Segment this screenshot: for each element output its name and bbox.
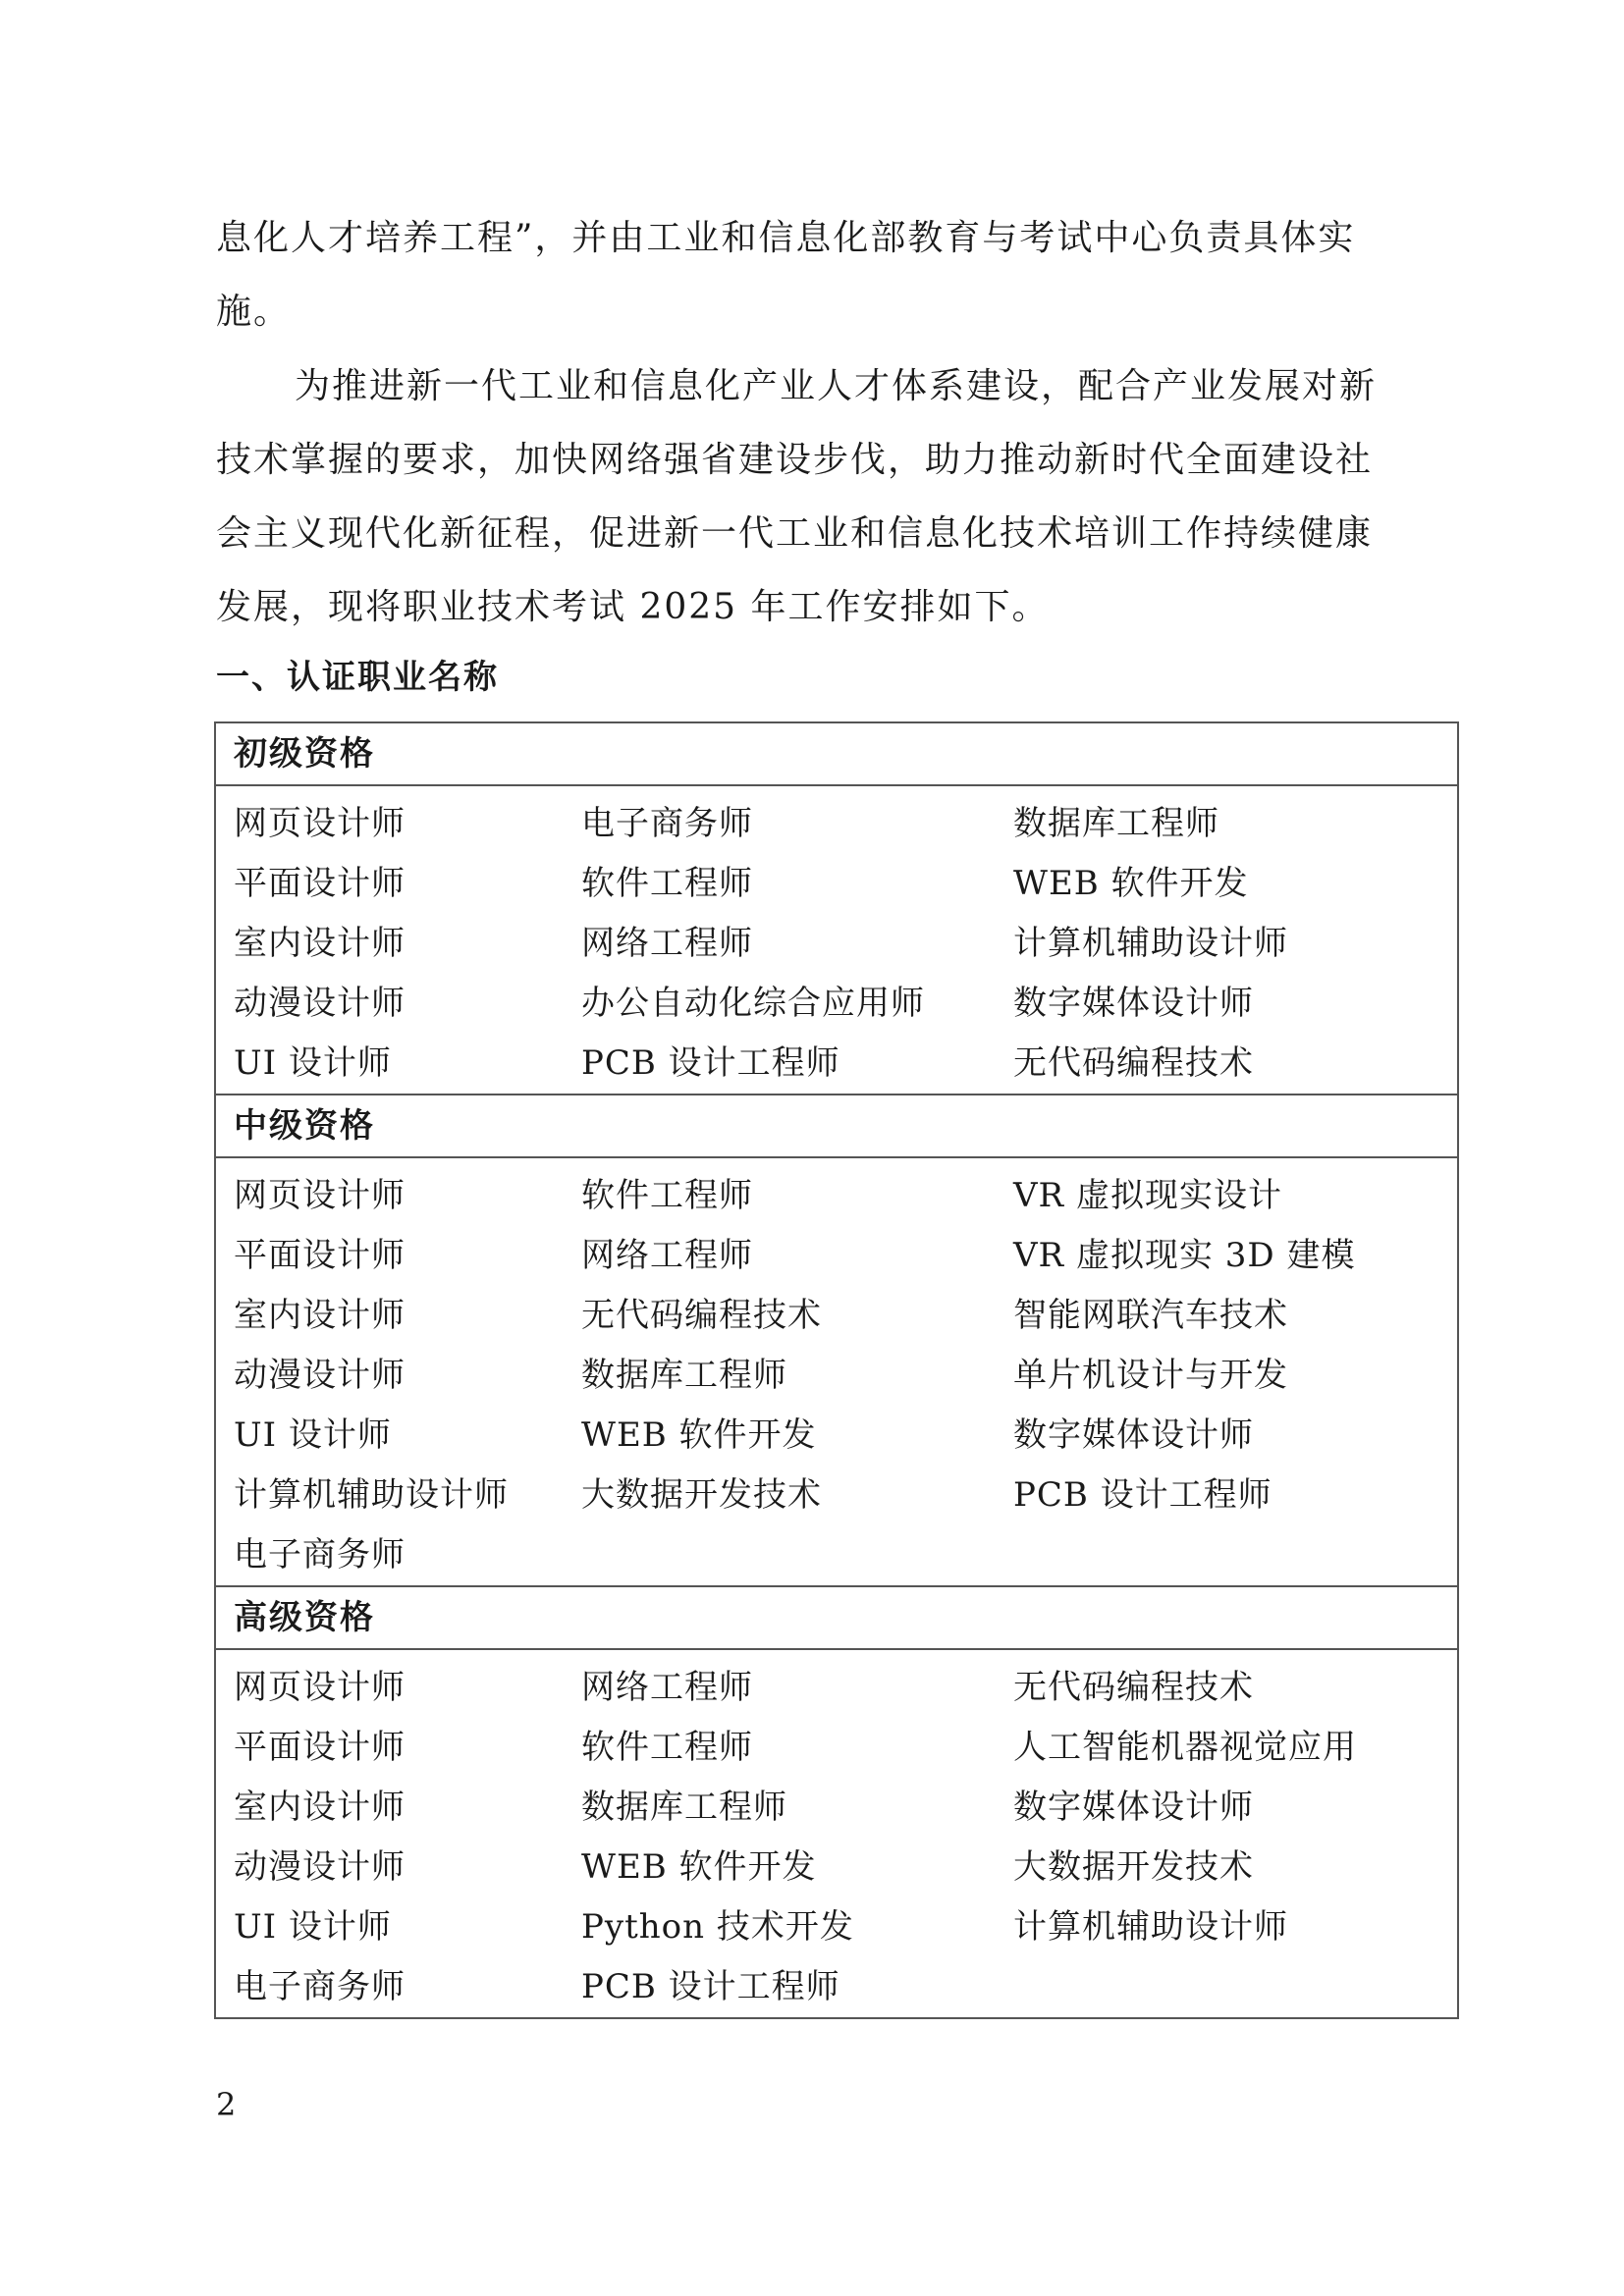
- table-cell: UI 设计师: [234, 1415, 392, 1455]
- table-cell: 数字媒体设计师: [1013, 1788, 1254, 1827]
- table-cell: 网页设计师: [234, 1176, 406, 1215]
- table-cell: Python 技术开发: [581, 1907, 854, 1947]
- section-body: [216, 1650, 1457, 2017]
- table-cell: 大数据开发技术: [581, 1475, 822, 1515]
- table-row: [216, 1522, 1457, 1581]
- certification-table: [214, 721, 1459, 2019]
- table-cell: 网络工程师: [581, 924, 753, 963]
- table-row: [216, 1222, 1457, 1282]
- section-body: [216, 1158, 1457, 1587]
- text-line: 施。: [216, 292, 292, 332]
- table-row: [216, 1654, 1457, 1714]
- text-line: 技术掌握的要求，加快网络强省建设步伐，助力推动新时代全面建设社: [216, 440, 1374, 480]
- text-line: 为推进新一代工业和信息化产业人才体系建设，配合产业发展对新: [295, 366, 1378, 406]
- table-row: [216, 1282, 1457, 1342]
- table-cell: 大数据开发技术: [1013, 1847, 1254, 1887]
- intro-paragraph-2: [216, 349, 1414, 644]
- table-cell: 人工智能机器视觉应用: [1013, 1728, 1357, 1767]
- table-cell: 无代码编程技术: [1013, 1043, 1254, 1083]
- table-cell: PCB 设计工程师: [581, 1967, 840, 2006]
- text-line: 发展，现将职业技术考试 2025 年工作安排如下。: [216, 587, 1050, 627]
- table-row: [216, 850, 1457, 910]
- table-cell: 数据库工程师: [1013, 804, 1219, 843]
- table-cell: VR 虚拟现实 3D 建模: [1013, 1236, 1356, 1275]
- section-body: [216, 786, 1457, 1095]
- table-cell: 数字媒体设计师: [1013, 984, 1254, 1023]
- text-line: 息化人才培养工程”，并由工业和信息化部教育与考试中心负责具体实: [216, 218, 1356, 258]
- table-row: [216, 1402, 1457, 1462]
- text-line: 会主义现代化新征程，促进新一代工业和信息化技术培训工作持续健康: [216, 513, 1374, 554]
- table-cell: VR 虚拟现实设计: [1013, 1176, 1282, 1215]
- table-cell: 单片机设计与开发: [1013, 1356, 1288, 1395]
- table-cell: PCB 设计工程师: [581, 1043, 840, 1083]
- table-cell: 电子商务师: [234, 1535, 406, 1575]
- table-cell: PCB 设计工程师: [1013, 1475, 1272, 1515]
- table-cell: 动漫设计师: [234, 1847, 406, 1887]
- table-row: [216, 970, 1457, 1030]
- table-row: [216, 790, 1457, 850]
- table-cell: 智能网联汽车技术: [1013, 1296, 1288, 1335]
- table-row: [216, 910, 1457, 970]
- table-cell: 无代码编程技术: [1013, 1668, 1254, 1707]
- table-cell: WEB 软件开发: [581, 1847, 817, 1887]
- table-row: [216, 1342, 1457, 1402]
- table-cell: 软件工程师: [581, 864, 753, 903]
- table-cell: 网络工程师: [581, 1236, 753, 1275]
- table-cell: 数据库工程师: [581, 1356, 787, 1395]
- table-cell: UI 设计师: [234, 1043, 392, 1083]
- table-cell: 动漫设计师: [234, 984, 406, 1023]
- table-cell: 计算机辅助设计师: [234, 1475, 509, 1515]
- table-cell: 无代码编程技术: [581, 1296, 822, 1335]
- table-cell: 网页设计师: [234, 804, 406, 843]
- table-cell: 数据库工程师: [581, 1788, 787, 1827]
- section-title: 中级资格: [216, 1095, 1457, 1158]
- section-heading: 一、认证职业名称: [216, 658, 499, 697]
- table-cell: 电子商务师: [234, 1967, 406, 2006]
- table-cell: 室内设计师: [234, 924, 406, 963]
- table-cell: 计算机辅助设计师: [1013, 924, 1288, 963]
- table-cell: 室内设计师: [234, 1788, 406, 1827]
- table-cell: 动漫设计师: [234, 1356, 406, 1395]
- table-row: [216, 1834, 1457, 1894]
- table-cell: 平面设计师: [234, 864, 406, 903]
- table-row: [216, 1774, 1457, 1834]
- table-cell: UI 设计师: [234, 1907, 392, 1947]
- table-cell: 办公自动化综合应用师: [581, 984, 925, 1023]
- table-row: [216, 1462, 1457, 1522]
- table-cell: 计算机辅助设计师: [1013, 1907, 1288, 1947]
- table-cell: 网络工程师: [581, 1668, 753, 1707]
- table-cell: 软件工程师: [581, 1176, 753, 1215]
- table-cell: 数字媒体设计师: [1013, 1415, 1254, 1455]
- table-row: [216, 1162, 1457, 1222]
- intro-paragraph-1: [216, 201, 1414, 348]
- table-row: [216, 1953, 1457, 2013]
- table-cell: 网页设计师: [234, 1668, 406, 1707]
- table-cell: WEB 软件开发: [581, 1415, 817, 1455]
- table-cell: 软件工程师: [581, 1728, 753, 1767]
- table-row: [216, 1030, 1457, 1090]
- table-cell: 电子商务师: [581, 804, 753, 843]
- table-cell: WEB 软件开发: [1013, 864, 1249, 903]
- section-title: 高级资格: [216, 1587, 1457, 1650]
- table-cell: 平面设计师: [234, 1728, 406, 1767]
- table-cell: 室内设计师: [234, 1296, 406, 1335]
- section-title: 初级资格: [216, 723, 1457, 786]
- page-number: 2: [216, 2086, 237, 2123]
- table-cell: 平面设计师: [234, 1236, 406, 1275]
- table-row: [216, 1894, 1457, 1953]
- table-row: [216, 1714, 1457, 1774]
